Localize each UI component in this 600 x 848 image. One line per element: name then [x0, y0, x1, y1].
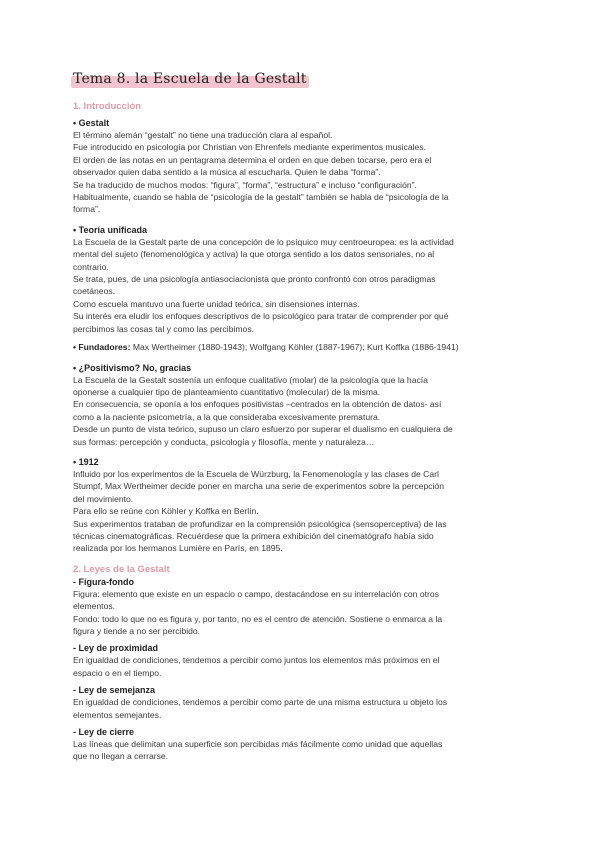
- y1912-line: técnicas cinematográficas. Recuérdese que la primera exhibición del cinematógrafo había sido: [73, 530, 434, 541]
- teoria-line: percibimos las cosas tal y como las percibimos.: [73, 323, 255, 334]
- section-heading-leyes: 2. Leyes de la Gestalt: [73, 563, 170, 575]
- positivismo-line: Desde un punto de vista teórico, supuso un claro esfuerzo por superar el dualismo en cualquiera de: [73, 424, 453, 435]
- gestalt-line: El término alemán “gestalt” no tiene una traducción clara al español.: [73, 130, 333, 140]
- subheading-gestalt: • Gestalt: [73, 118, 110, 128]
- figura-line: figura y tiende a no ser percibido.: [73, 626, 201, 636]
- y1912-line: Sus experimentos trataban de profundizar en la comprensión psicológica (sensoperceptiva) de las: [73, 518, 447, 529]
- gestalt-line: observador quien daba sentido a la música al escucharla. Quien le daba “forma”.: [73, 167, 381, 178]
- teoria-line: Se trata, pues, de una psicología antiasociacionista que pronto confrontó con otros paradigmas: [73, 274, 436, 285]
- gestalt-line: forma”.: [73, 204, 101, 215]
- figura-line: Figura: elemento que existe en un espacio o campo, destacándose en su interrelación con otros: [73, 588, 439, 599]
- teoria-line: contrario.: [73, 261, 109, 272]
- gestalt-line: El orden de las notas en un pentagrama determina el orden en que deben tocarse, pero era el: [73, 154, 432, 165]
- positivismo-line: La Escuela de la Gestalt sostenía un enfoque cualitativo (molar) de la psicología que la hacía: [73, 374, 428, 385]
- subheading-1912: • 1912: [73, 456, 99, 467]
- y1912-line: Para ello se reúne con Köhler y Koffka en Berlín.: [73, 506, 259, 517]
- section-heading-introduccion: 1. Introducción: [73, 101, 142, 112]
- cierre-line: que no llegan a cerrarse.: [73, 751, 169, 762]
- page-title: Tema 8. la Escuela de la Gestalt: [73, 71, 307, 87]
- semejanza-line: En igualdad de condiciones, tendemos a percibir como parte de una misma estructura u objeto los: [73, 697, 448, 708]
- gestalt-line: Habitualmente, cuando se habla de “psicología de la gestalt” también se habla de “psicología de la: [73, 192, 449, 203]
- gestalt-line: Fue introducido en psicología por Christian von Ehrenfels mediante experimentos musicales.: [73, 142, 427, 153]
- subheading-positivismo: • ¿Positivismo? No, gracias: [73, 362, 192, 373]
- fundadores-text: Max Wertheimer (1880-1943); Wolfgang Köhler (1887-1967); Kurt Koffka (1886-1941): [130, 342, 459, 353]
- subheading-figura-fondo: - Figura-fondo: [73, 576, 134, 587]
- figura-line: Fondo: todo lo que no es figura y, por tanto, no es el centro de atención. Sostiene o enmarca a la: [73, 613, 443, 624]
- y1912-line: Stumpf, Max Wertheimer decide poner en marcha una serie de experimentos sobre la percepción: [73, 481, 444, 492]
- gestalt-line: Se ha traducido de muchos modos: “figura”, “forma”, “estructura” e incluso “configuración”.: [73, 179, 417, 190]
- teoria-line: coetáneos.: [73, 286, 116, 297]
- fundadores-label: • Fundadores:: [73, 342, 131, 353]
- fundadores-paragraph: [73, 341, 533, 353]
- subheading-ley-proximidad: - Ley de proximidad: [73, 643, 159, 654]
- figura-line: elementos.: [73, 601, 116, 612]
- positivismo-line: En consecuencia, se oponía a los enfoques positivistas –centrados en la obtención de datos- así: [73, 399, 442, 410]
- semejanza-line: elementos semejantes.: [73, 709, 162, 720]
- cierre-line: Las líneas que delimitan una superficie son percibidas más fácilmente como unidad que aquellas: [73, 739, 443, 750]
- proximidad-line: espacio o en el tiempo.: [73, 667, 162, 678]
- teoria-line: mental del sujeto (fenomenológica y activa) la que otorga sentido a los datos sensoriales, no al: [73, 249, 435, 260]
- document-page: [73, 70, 533, 763]
- title-wrap: [73, 71, 307, 87]
- y1912-line: realizada por los hermanos Lumière en París, en 1895.: [73, 543, 283, 554]
- positivismo-line: como a la naciente psicometría, a la que consideraba excesivamente prematura.: [73, 411, 381, 422]
- positivismo-line: oponerse a cualquier tipo de planteamiento cuantitativo (molecular) de la misma.: [73, 386, 381, 397]
- proximidad-line: En igualdad de condiciones, tendemos a percibir como juntos los elementos más próximos en el: [73, 655, 440, 666]
- positivismo-line: sus formas: percepción y conducta, psicología y filosofía, mente y naturaleza…: [73, 436, 375, 447]
- y1912-line: Influido por los experimentos de la Escuela de Würzburg, la Fenomenología y las clases de Carl: [73, 468, 439, 479]
- subheading-ley-cierre: - Ley de cierre: [73, 727, 135, 738]
- subheading-teoria-unificada: • Teoría unificada: [73, 224, 147, 235]
- teoria-line: Como escuela mantuvo una fuerte unidad teórica, sin disensiones internas.: [73, 298, 360, 309]
- teoria-line: La Escuela de la Gestalt parte de una concepción de lo psíquico muy centroeuropea: es la actividad: [73, 236, 454, 247]
- subheading-ley-semejanza: - Ley de semejanza: [73, 685, 156, 696]
- teoria-line: Su interés era eludir los enfoques descriptivos de lo psicológico para tratar de comprender por qué: [73, 311, 449, 322]
- y1912-line: del movimiento.: [73, 493, 134, 504]
